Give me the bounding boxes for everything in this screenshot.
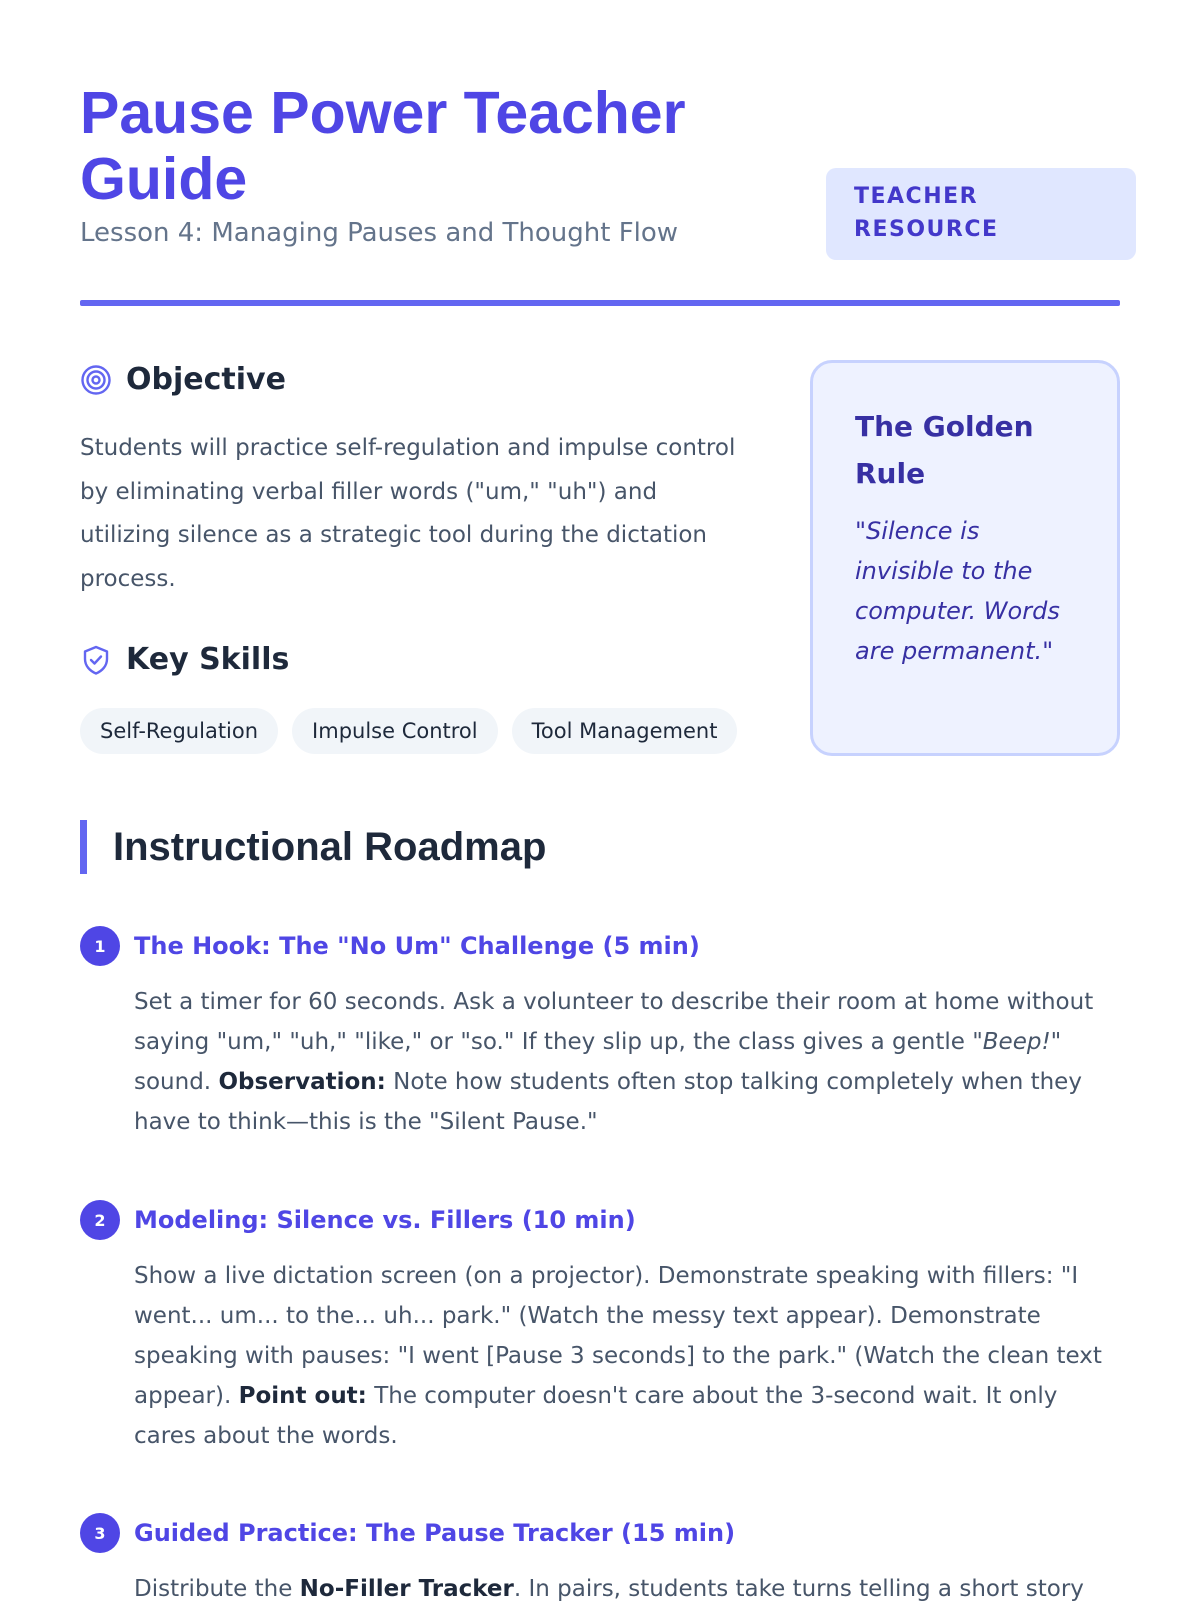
target-icon xyxy=(80,364,112,396)
step-text: The computer doesn't care about the 3-second wait. It only cares about the words. xyxy=(134,1383,1058,1449)
step-text: Distribute the xyxy=(134,1576,300,1602)
page-title: Pause Power Teacher Guide xyxy=(80,80,686,212)
step-text: Set a timer for 60 seconds. Ask a volunteer to describe their room at home without saying "um," "uh," "like," or "so." If they slip up, the class gives a gentle xyxy=(134,989,1094,1055)
skill-chip: Impulse Control xyxy=(292,708,498,754)
skills-list xyxy=(80,708,737,754)
lesson-page xyxy=(80,0,1120,1600)
step-title: Guided Practice: The Pause Tracker (15 min) xyxy=(134,1519,736,1547)
step-text: . In pairs, students take turns telling a short story xyxy=(513,1576,1084,1602)
golden-rule-quote: "Silence is invisible to the computer. Words are permanent." xyxy=(855,517,1060,665)
step-description xyxy=(134,1569,1120,1609)
step-number-badge: 2 xyxy=(80,1200,120,1240)
skills-heading xyxy=(80,642,289,677)
skill-chip: Tool Management xyxy=(512,708,738,754)
step-number-badge: 1 xyxy=(80,926,120,966)
roadmap-step xyxy=(80,926,1120,1142)
step-title: Modeling: Silence vs. Fillers (10 min) xyxy=(134,1206,636,1234)
objective-heading xyxy=(80,362,286,397)
step-text: sound. xyxy=(134,1069,219,1095)
step-strong: Point out: xyxy=(238,1383,367,1409)
step-strong: Observation: xyxy=(218,1069,386,1095)
step-header xyxy=(80,1200,1120,1240)
step-description xyxy=(134,1256,1120,1456)
roadmap-heading: Instructional Roadmap xyxy=(80,820,546,874)
step-text: Show a live dictation screen (on a projector). Demonstrate speaking with fillers: "I went... um... to the... uh... park." (Watch the messy text appear). Demonstrate speaking with pauses: "I went [Pause 3 seconds] to the park." (Watch the clean text appear). xyxy=(134,1263,1102,1409)
badge-line: TEACHER xyxy=(854,184,979,209)
step-header xyxy=(80,926,1120,966)
golden-rule-card xyxy=(810,360,1120,756)
step-description xyxy=(134,982,1120,1142)
step-number-badge: 3 xyxy=(80,1513,120,1553)
step-strong: No-Filler Tracker xyxy=(299,1576,514,1602)
step-text: Note how students often stop talking completely when they have to think—this is the "Silent Pause." xyxy=(134,1069,1082,1135)
golden-rule-title: The Golden Rule xyxy=(855,410,1034,490)
objective-label: Objective xyxy=(126,362,286,397)
badge-line: RESOURCE xyxy=(854,217,999,242)
skills-label: Key Skills xyxy=(126,642,290,677)
objective-text: Students will practice self-regulation and impulse control by eliminating verbal filler words ("um," "uh") and utilizing silence as a strategic tool during the dictation process. xyxy=(80,435,736,592)
step-title: The Hook: The "No Um" Challenge (5 min) xyxy=(134,932,700,960)
step-header xyxy=(80,1513,1120,1553)
page-subtitle: Lesson 4: Managing Pauses and Thought Flow xyxy=(80,218,679,248)
header-divider xyxy=(80,300,1120,306)
shield-check-icon xyxy=(80,644,112,676)
step-emphasis: "Beep!" xyxy=(972,1029,1062,1055)
skill-chip: Self-Regulation xyxy=(80,708,278,754)
roadmap-step xyxy=(80,1200,1120,1456)
roadmap-step xyxy=(80,1513,1120,1609)
teacher-resource-badge xyxy=(826,168,1136,260)
